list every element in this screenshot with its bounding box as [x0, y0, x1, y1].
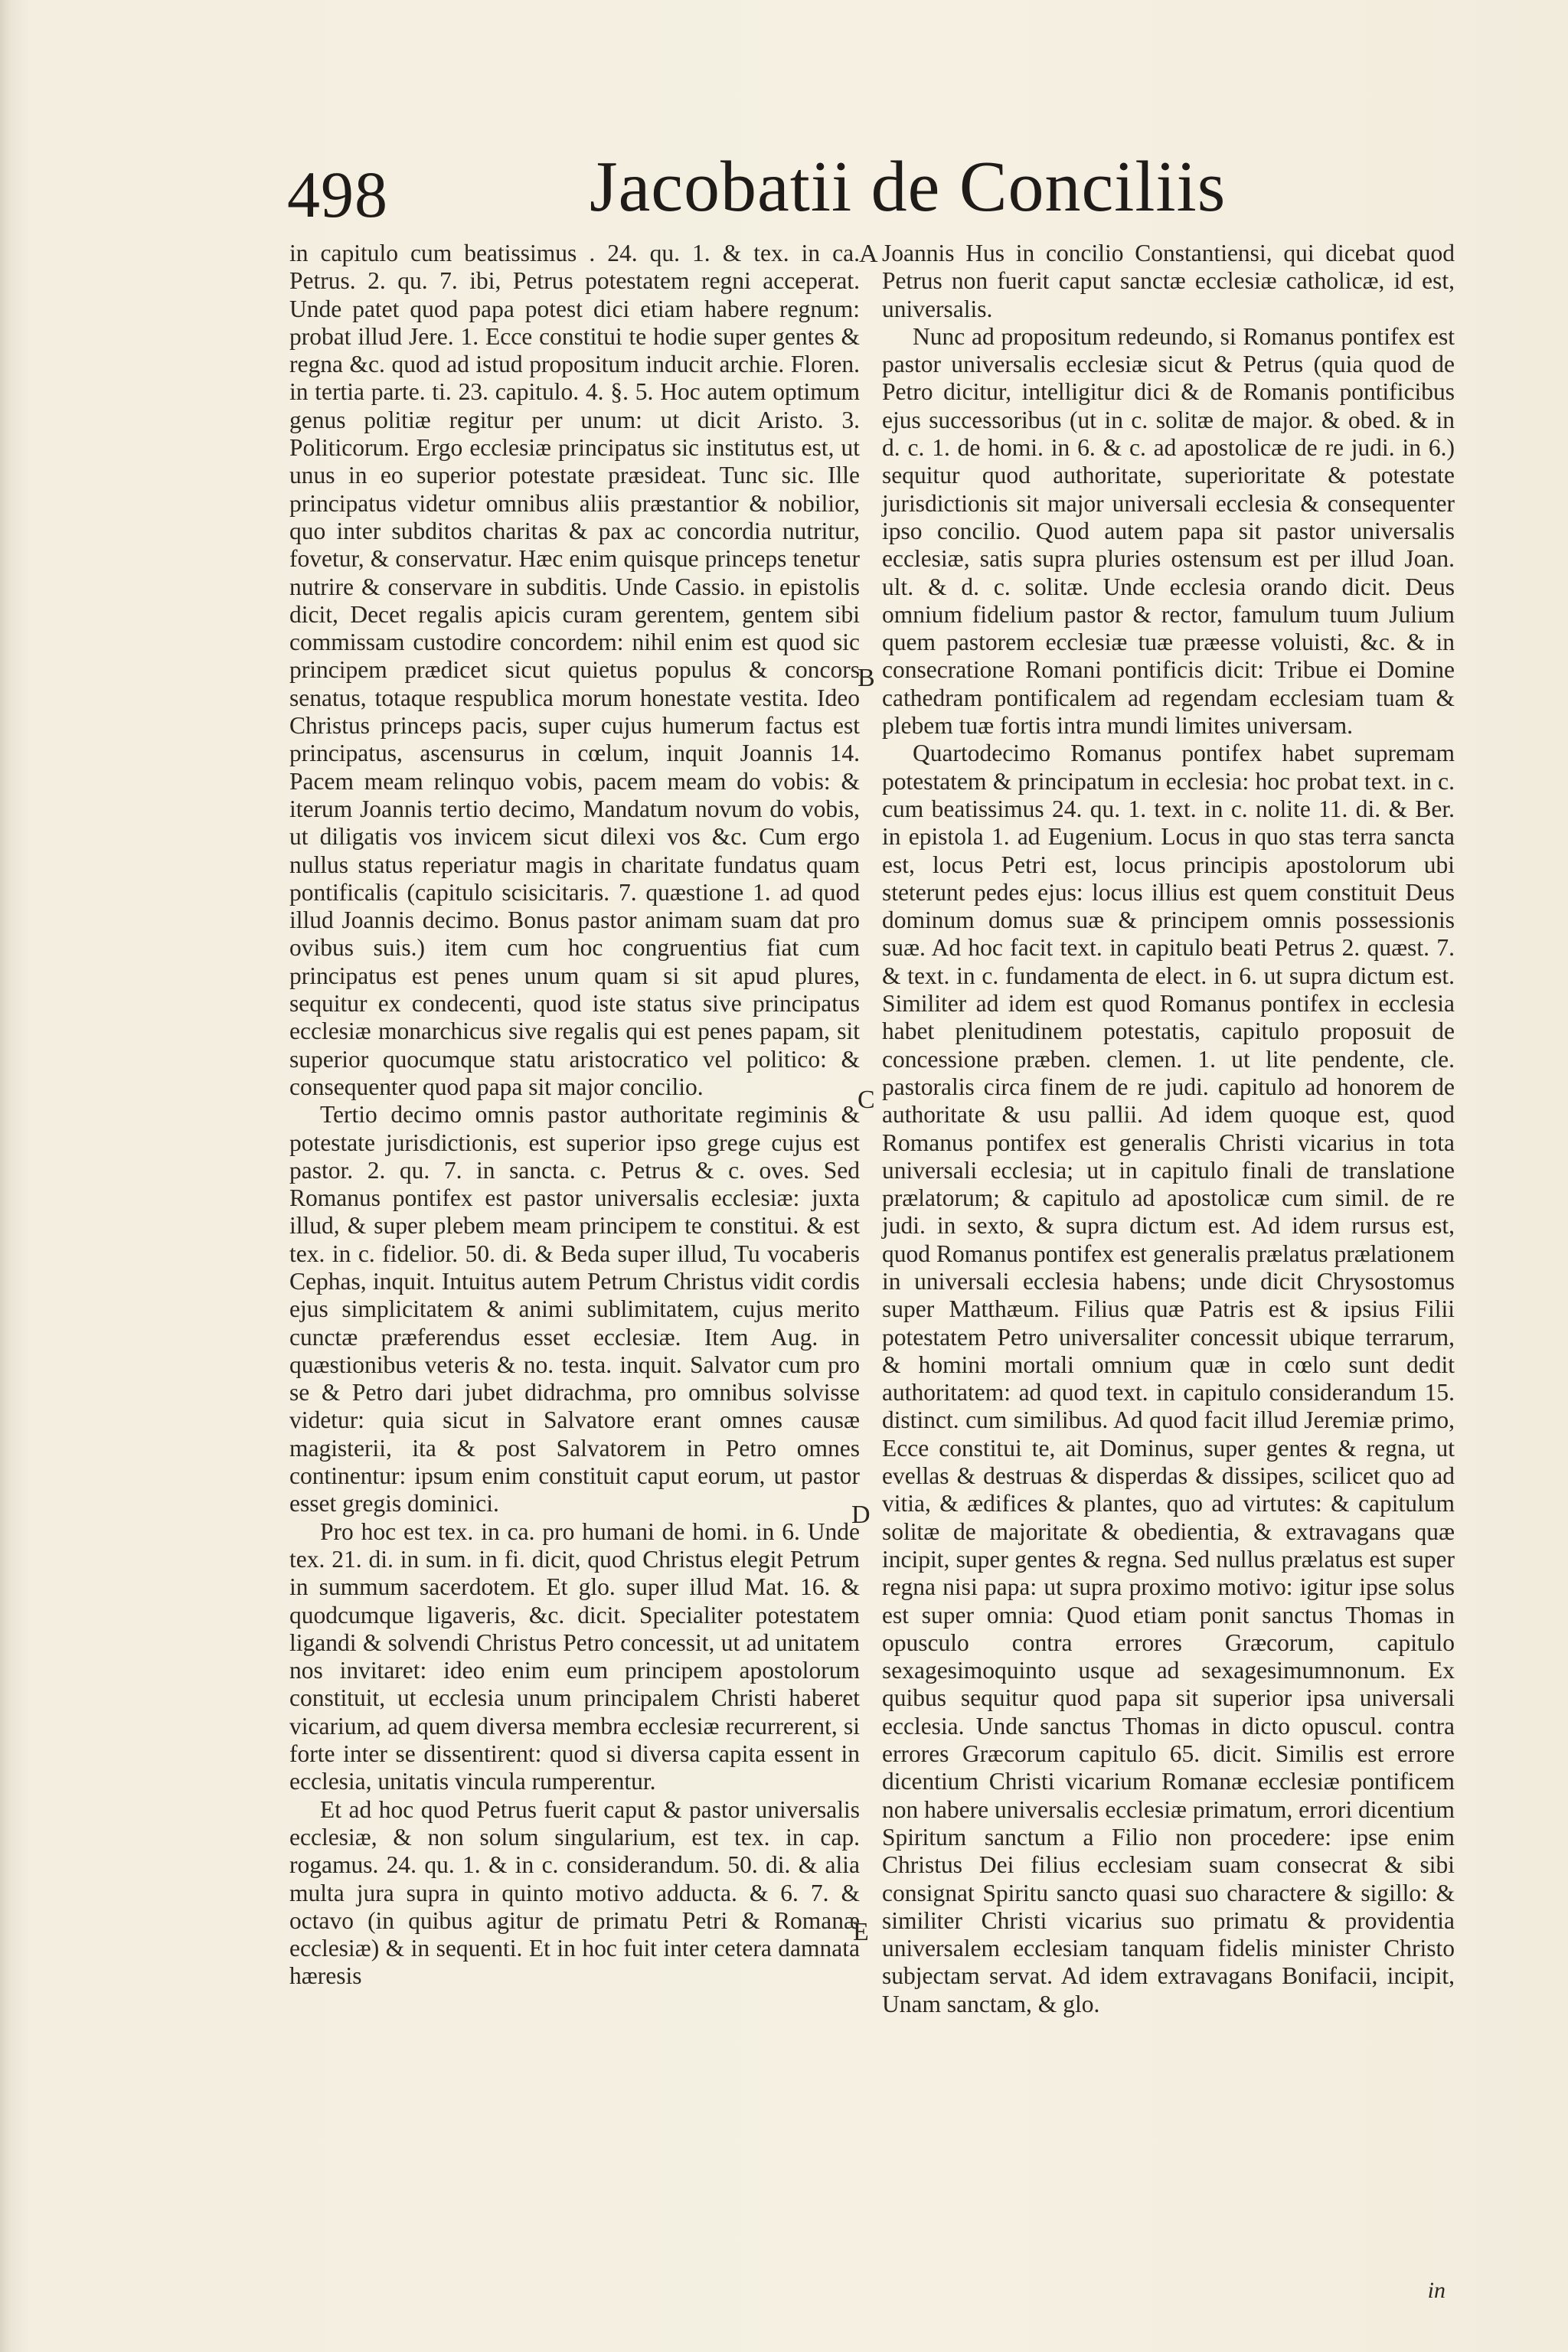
margin-marker-d: D	[851, 1501, 871, 1529]
left-column	[289, 240, 860, 1991]
catchword: in	[1427, 2278, 1446, 2303]
margin-marker-a: A	[859, 240, 878, 268]
paragraph: Tertio decimo omnis pastor authoritate regiminis & potestate jurisdictionis, est superior ipso grege cujus est pastor. 2. qu. 7. in sancta. c. Petrus & c. oves. Sed Romanus pontifex est pastor universalis ecclesiæ: juxta illud, & super plebem meam principem te constitui. & est tex. in c. fidelior. 50. di. & Beda super illud, Tu vocaberis Cephas, inquit. Intuitus autem Petrum Christus vidit cordis ejus simplicitatem & animi sublimitatem, cujus merito cunctæ præferendus esset ecclesiæ. Item Aug. in quæstionibus veteris & no. testa. inquit. Salvator cum pro se & Petro dari jubet didrachma, pro omnibus solvisse videtur: quia sicut in Salvatore erant omnes causæ magisterii, ita & post Salvatorem in Petro omnes continentur: ipsum enim constituit caput eorum, ut pastor esset gregis dominici.	[289, 1101, 860, 1517]
running-title: Jacobatii de Conciliis	[590, 147, 1227, 227]
paragraph: Nunc ad propositum redeundo, si Romanus pontifex est pastor universalis ecclesiæ sicut & Petrus (quia quod de Petro dicitur, intelligitur dici & de Romanis pontificibus ejus successoribus (ut in c. solitæ de major. & obed. & in d. c. 1. de homi. in 6. & c. ad apostolicæ de re judi. in 6.) sequitur quod authoritate, superioritate & potestate jurisdictionis sit major universali ecclesia & consequenter ipso concilio. Quod autem papa sit pastor universalis ecclesiæ, satis supra pluries ostensum est per illud Joan. ult. & d. c. solitæ. Unde ecclesia orando dicit. Deus omnium fidelium pastor & rector, famulum tuum Julium quem pastorem ecclesiæ tuæ præesse voluisti, &c. & in consecratione Romani pontificis dicit: Tribue ei Domine cathedram pontificalem ad regendam ecclesiam tuam & plebem tuæ fortis intra mundi limites universam.	[882, 322, 1455, 740]
margin-marker-b: B	[858, 664, 875, 692]
page-number: 498	[287, 158, 388, 231]
paragraph: Joannis Hus in concilio Constantiensi, qui dicebat quod Petrus non fuerit caput sanctæ ecclesiæ catholicæ, id est, universalis.	[882, 240, 1455, 322]
paragraph: Quartodecimo Romanus pontifex habet supremam potestatem & principatum in ecclesia: hoc probat text. in c. cum beatissimus 24. qu. 1. text. in c. nolite 11. di. & Ber. in epistola 1. ad Eugenium. Locus in quo stas terra sancta est, locus Petri est, locus principis apostolorum ubi steterunt pedes ejus: locus illius est quem constituit Deus dominum domus suæ & principem omnis possessionis suæ. Ad hoc facit text. in capitulo beati Petrus 2. quæst. 7. & text. in c. fundamenta de elect. in 6. ut supra dictum est. Similiter ad idem est quod Romanus pontifex in ecclesia habet plenitudinem potestatis, capitulo proposuit de concessione præben. clemen. 1. ut lite pendente, cle. pastoralis circa finem de re judi. capitulo ad honorem de authoritate & usu pallii. Ad idem quoque est, quod Romanus pontifex est generalis Christi vicarius in tota universali ecclesia; ut in capitulo finali de translatione prælatorum; & capitulo ad apostolicæ cum simil. de re judi. in sexto, & supra dictum est. Ad idem rursus est, quod Romanus pontifex est generalis prælatus prælationem in universali ecclesia habens; unde dicit Chrysostomus super Matthæum. Filius quæ Patris est & ipsius Filii potestatem Petro universaliter concessit ubique terrarum, & homini mortali omnium quæ in cœlo sunt dedit authoritatem: ad quod text. in capitulo considerandum 15. distinct. cum similibus. Ad quod facit illud Jeremiæ primo, Ecce constitui te, ait Dominus, super gentes & regna, ut evellas & destruas & disperdas & dissipes, scilicet quo ad vitia, & ædifices & plantes, quo ad virtutes: & capitulum solitæ de majoritate & obedientia, & extravagans quæ incipit, super gentes & regna. Sed nullus prælatus est super regna nisi papa: ut supra proximo motivo: igitur ipse solus est super omnia: Quod etiam ponit sanctus Thomas in opusculo contra errores Græcorum, capitulo sexagesimoquinto usque ad sexagesimumnonum. Ex quibus sequitur quod papa sit superior ipsa universali ecclesia. Unde sanctus Thomas in dicto opuscul. contra errores Græcorum capitulo 65. dicit. Similis est errore dicentium Christi vicarium Romanæ ecclesiæ pontificem non habere universalis ecclesiæ primatum, errori dicentium Spiritum sanctum a Filio non procedere: ipse enim Christus Dei filius ecclesiam suam consecrat & sibi consignat Spiritu sancto quasi suo charactere & sigillo: & similiter Christi vicarius suo primatu & providentia universalem ecclesiam tanquam fidelis minister Christo subjectam servat. Ad idem extravagans Bonifacii, incipit, Unam sanctam, & glo.	[882, 740, 1455, 2017]
page-header	[287, 145, 1420, 230]
paragraph: Et ad hoc quod Petrus fuerit caput & pastor universalis ecclesiæ, & non solum singularium, est tex. in cap. rogamus. 24. qu. 1. & in c. considerandum. 50. di. & alia multa jura supra in quinto motivo adducta. & 6. 7. & octavo (in quibus agitur de primatu Petri & Romanæ ecclesiæ) & in sequenti. Et in hoc fuit inter cetera damnata hæresis	[289, 1795, 860, 1990]
margin-marker-e: E	[853, 1918, 869, 1946]
right-column	[882, 240, 1455, 2018]
paragraph: in capitulo cum beatissimus . 24. qu. 1. & tex. in ca. Petrus. 2. qu. 7. ibi, Petrus potestatem regni acceperat. Unde patet quod papa potest dici etiam habere regnum: probat illud Jere. 1. Ecce constitui te hodie super gentes & regna &c. quod ad istud propositum inducit archie. Floren. in tertia parte. ti. 23. capitulo. 4. §. 5. Hoc autem optimum genus politiæ regitur per unum: ut dicit Aristo. 3. Politicorum. Ergo ecclesiæ principatus sic institutus est, ut unus in eo superior potestate præsideat. Tunc sic. Ille principatus videtur omnibus aliis præstantior & nobilior, quo inter subditos charitas & pax ac concordia nutritur, fovetur, & conservatur. Hæc enim quisque princeps tenetur nutrire & conservare in subditis. Unde Cassio. in epistolis dicit, Decet regalis apicis curam gerentem, gentem sibi commissam custodire concordem: nihil enim est quod sic principem prædicet sicut quietus populus & concors senatus, totaque respublica morum honestate vestita. Ideo Christus princeps pacis, super cujus humerum factus est principatus, ascensurus in cœlum, inquit Joannis 14. Pacem meam relinquo vobis, pacem meam do vobis: & iterum Joannis tertio decimo, Mandatum novum do vobis, ut diligatis vos invicem sicut dilexi vos &c. Cum ergo nullus status reperiatur magis in charitate fundatus quam pontificalis (capitulo scisicitaris. 7. quæstione 1. ad quod illud Joannis decimo. Bonus pastor animam suam dat pro ovibus suis.) item cum hoc congruentius fiat cum principatus est penes unum quam si sit apud plures, sequitur ex condecenti, quod iste status sive principatus ecclesiæ monarchicus sive regalis qui est penes papam, sit superior quocumque statu aristocratico vel politico: & consequenter quod papa sit major concilio.	[289, 240, 860, 1100]
paragraph: Pro hoc est tex. in ca. pro humani de homi. in 6. Unde tex. 21. di. in sum. in fi. dicit, quod Christus elegit Petrum in summum sacerdotem. Et glo. super illud Mat. 16. & quodcumque ligaveris, &c. dicit. Specialiter potestatem ligandi & solvendi Christus Petro concessit, ut ad unitatem nos invitaret: ideo enim eum principem apostolorum constituit, ut ecclesia unum principalem Christi haberet vicarium, ad quem diversa membra ecclesiæ recurrerent, si forte inter se dissentirent: quod si diversa capita essent in ecclesia, unitatis vincula rumperentur.	[289, 1517, 860, 1795]
margin-marker-c: C	[858, 1086, 875, 1114]
